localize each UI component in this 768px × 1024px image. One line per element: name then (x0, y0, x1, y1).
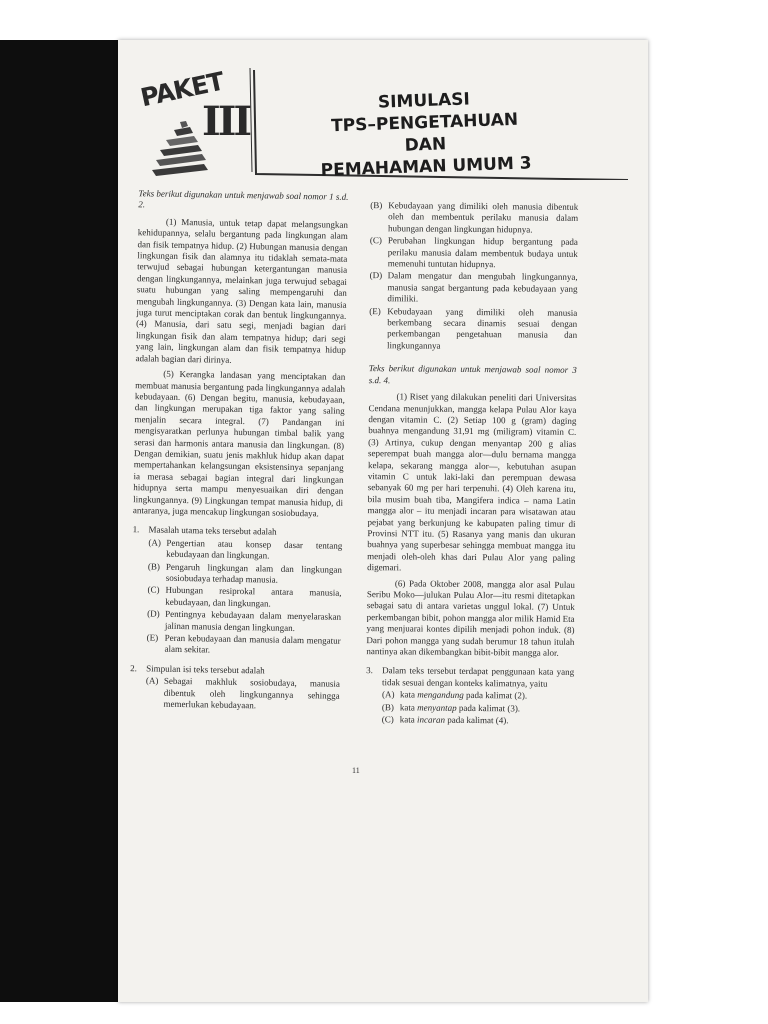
answer-option[interactable] (147, 585, 341, 611)
answer-option[interactable] (382, 714, 574, 727)
option-suffix: pada kalimat (4). (447, 714, 509, 726)
option-key: (C) (369, 235, 382, 246)
option-prefix: kata (399, 702, 415, 713)
answer-option[interactable] (382, 702, 574, 715)
logo-numeral: III (202, 98, 250, 145)
option-text: Perubahan lingkungan hidup bergantung pada perilaku manusia dalam membentuk budaya untuk memenuhi tuntutan hidupnya. (387, 235, 578, 270)
answer-option[interactable] (369, 306, 577, 353)
question-2 (129, 663, 340, 713)
document-page (118, 40, 648, 1002)
answer-option[interactable] (148, 561, 342, 587)
option-key: (A) (148, 537, 161, 548)
question-3 (366, 666, 575, 728)
option-key: (E) (146, 632, 159, 643)
answer-option[interactable] (148, 537, 342, 563)
title-line-3: PEMAHAMAN UMUM 3 (320, 153, 532, 181)
option-text: Pengertian atau konsep dasar tentang kebudayaan dan lingkungan. (166, 537, 343, 561)
option-key: (B) (370, 200, 383, 211)
passage-paragraph: (6) Pada Oktober 2008, mangga alor asal Pulau Seribu Moko—julukan Pulau Alor—itu resmi ditetapkan sebagai satu di antara varietas unggul lokal. (7) Untuk perkembangan bibit, pohon mangga alor milik Hamid Eta yang menjuarai kontes dipilih menjadi pohon induk. (8) Dari pohon mangga yang sudah berumur 18 tahun itulah nantinya akan dikembangkan bibit-bibit mangga alor. (366, 577, 575, 658)
passage-paragraph: (1) Riset yang dilakukan peneliti dari Universitas Cendana menunjukkan, mangga kelapa Pulau Alor kaya dengan vitamin C. (2) Setiap 100 g (gram) daging buahnya mengandung 31,91 mg (miligram) vitamin C. (3) Artinya, cukup dengan menyantap 200 g alias seperempat buah mangga alor—dulu bernama mangga kelapa, sekarang mangga alor—, kebutuhan asupan vitamin C untuk laki-laki dan perempuan dewasa sebanyak 60 mg per hari terpenuhi. (4) Oleh karena itu, bila musim buah tiba, Mangifera indica – nama Latin mangga alor – itu menjadi incaran para wisatawan atau pejabat yang berkunjung ke kabupaten paling timur di Provinsi NTT itu. (5) Rasanya yang manis dan ukuran buahnya yang superbesar sehingga membuat mangga itu menjadi oleh-oleh khas dari Pulau Alor yang paling digemari. (367, 391, 577, 573)
option-text (400, 714, 574, 727)
dark-edge (0, 40, 122, 1002)
option-key: (C) (147, 584, 160, 596)
question-number: 2. (130, 662, 138, 674)
option-key: (A) (145, 675, 159, 686)
question-stem: Simpulan isi teks tersebut adalah (146, 663, 265, 676)
answer-option[interactable] (369, 271, 577, 307)
logo-word: PAKET (138, 66, 227, 113)
option-key: (B) (147, 561, 161, 572)
option-key: (B) (381, 701, 394, 712)
option-suffix: pada kalimat (3). (458, 702, 521, 714)
title-line-1: SIMULASI (377, 89, 471, 113)
left-column (129, 188, 348, 713)
question-number: 1. (132, 524, 140, 535)
option-text: Dalam mengatur dan mengubah lingkungannya, manusia sangat bergantung pada kebudayaan yang dimiliki. (387, 270, 578, 304)
option-key: (D) (147, 608, 160, 619)
answer-option[interactable] (370, 235, 578, 271)
title-line-2: TPS–PENGETAHUAN DAN (330, 109, 519, 156)
option-text: Kebudayaan yang dimiliki oleh manusia berkembang secara dinamis sesuai dengan perkembangan pengetahuan manusia dan lingkungannya (386, 305, 578, 351)
option-text (400, 702, 574, 715)
passage-paragraph: (1) Manusia, untuk tetap dapat melangsungkan kehidupannya, selalu bergantung pada lingkungan alam dan fisik tempatnya hidup. (2) Hubungan manusia dengan lingkungan fisik dan alamnya itu tidaklah semata-mata terwujud sebagai hubungan ketergantungan manusia dengan lingkungannya, melainkan juga terwujud sebagai suatu hubungan yang saling mempengaruhi dan mengubah lingkungannya. (3) Dengan kata lain, manusia juga turut menciptakan corak dan bentuk lingkungannya. (4) Manusia, dari satu segi, menjadi bagian dari lingkungan fisik dan alam tempatnya hidup; dari segi yang lain, lingkungan alam dan fisik tempatnya hidup adalah bagian dari dirinya. (135, 216, 349, 365)
option-text: Pentingnya kebudayaan dalam menyelaraskan jalinan manusia dengan lingkungan. (164, 608, 342, 633)
question-stem: Dalam teks tersebut terdapat penggunaan kata yang tidak sesuai dengan konteks kalimatnya, yaitu (382, 665, 575, 689)
book-stack-icon (144, 120, 216, 178)
page-number: 11 (352, 766, 360, 775)
answer-option[interactable] (145, 676, 340, 714)
option-text: Pengaruh lingkungan alam dan lingkungan sosiobudaya terhadap manusia. (165, 561, 343, 585)
option-text: Sebagai makhluk sosiobudaya, manusia dibentuk oleh lingkungannya sehingga memerlukan kebudayaan. (163, 675, 341, 711)
option-key: (A) (381, 689, 395, 700)
right-column (366, 199, 579, 727)
passage-intro: Teks berikut digunakan untuk menjawab soal nomor 1 s.d. 2. (138, 188, 349, 210)
option-suffix: pada kalimat (2). (465, 690, 528, 701)
option-word: menyantap (417, 702, 457, 713)
page-title (309, 86, 542, 182)
option-text: Kebudayaan yang dimiliki oleh manusia dibentuk oleh dan membentuk perilaku manusia dalam hubungan dengan lingkungan hidupnya. (388, 200, 579, 235)
answer-option[interactable] (382, 689, 574, 702)
option-prefix: kata (399, 689, 416, 700)
option-key: (E) (369, 305, 381, 316)
paket-logo (138, 66, 250, 180)
option-word: incaran (416, 714, 446, 725)
option-prefix: kata (399, 714, 415, 725)
answer-option[interactable] (146, 632, 340, 658)
question-number: 3. (366, 665, 373, 676)
option-key: (C) (381, 714, 394, 725)
answer-option[interactable] (147, 609, 341, 635)
option-word: mengandung (417, 689, 464, 701)
option-text: Hubungan resiprokal antara manusia, kebudayaan, dan lingkungan. (165, 585, 342, 609)
option-text: Peran kebudayaan dan manusia dalam mengatur alam sekitar. (164, 632, 341, 655)
passage-intro: Teks berikut digunakan untuk menjawab soal nomor 3 s.d. 4. (368, 363, 577, 385)
option-key: (D) (369, 270, 383, 281)
question-1 (130, 525, 342, 659)
question-stem: Masalah utama teks tersebut adalah (148, 524, 277, 538)
option-text (400, 690, 574, 703)
passage-paragraph: (5) Kerangka landasan yang menciptakan dan membuat manusia bergantung pada lingkungannya adalah kebudayaan. (6) Dengan begitu, manusia, kebudayaan, dan lingkungan merupakan tiga faktor yang saling menjalin secara integral. (7) Pandangan ini mengisyaratkan perlunya hubungan timbal balik yang serasi dan harmonis antara manusia dan lingkungan. (8) Dengan demikian, suatu jenis makhluk hidup akan dapat mempertahankan kelangsungan eksistensinya sepanjang ia merasa sebagai bagian integral dari lingkungan hidupnya serta mampu menyesuaikan diri dengan lingkungannya. (9) Lingkungan tempat manusia hidup, di antaranya, juga mencakup lingkungan sosiobudaya. (132, 368, 346, 519)
answer-option[interactable] (370, 200, 578, 236)
